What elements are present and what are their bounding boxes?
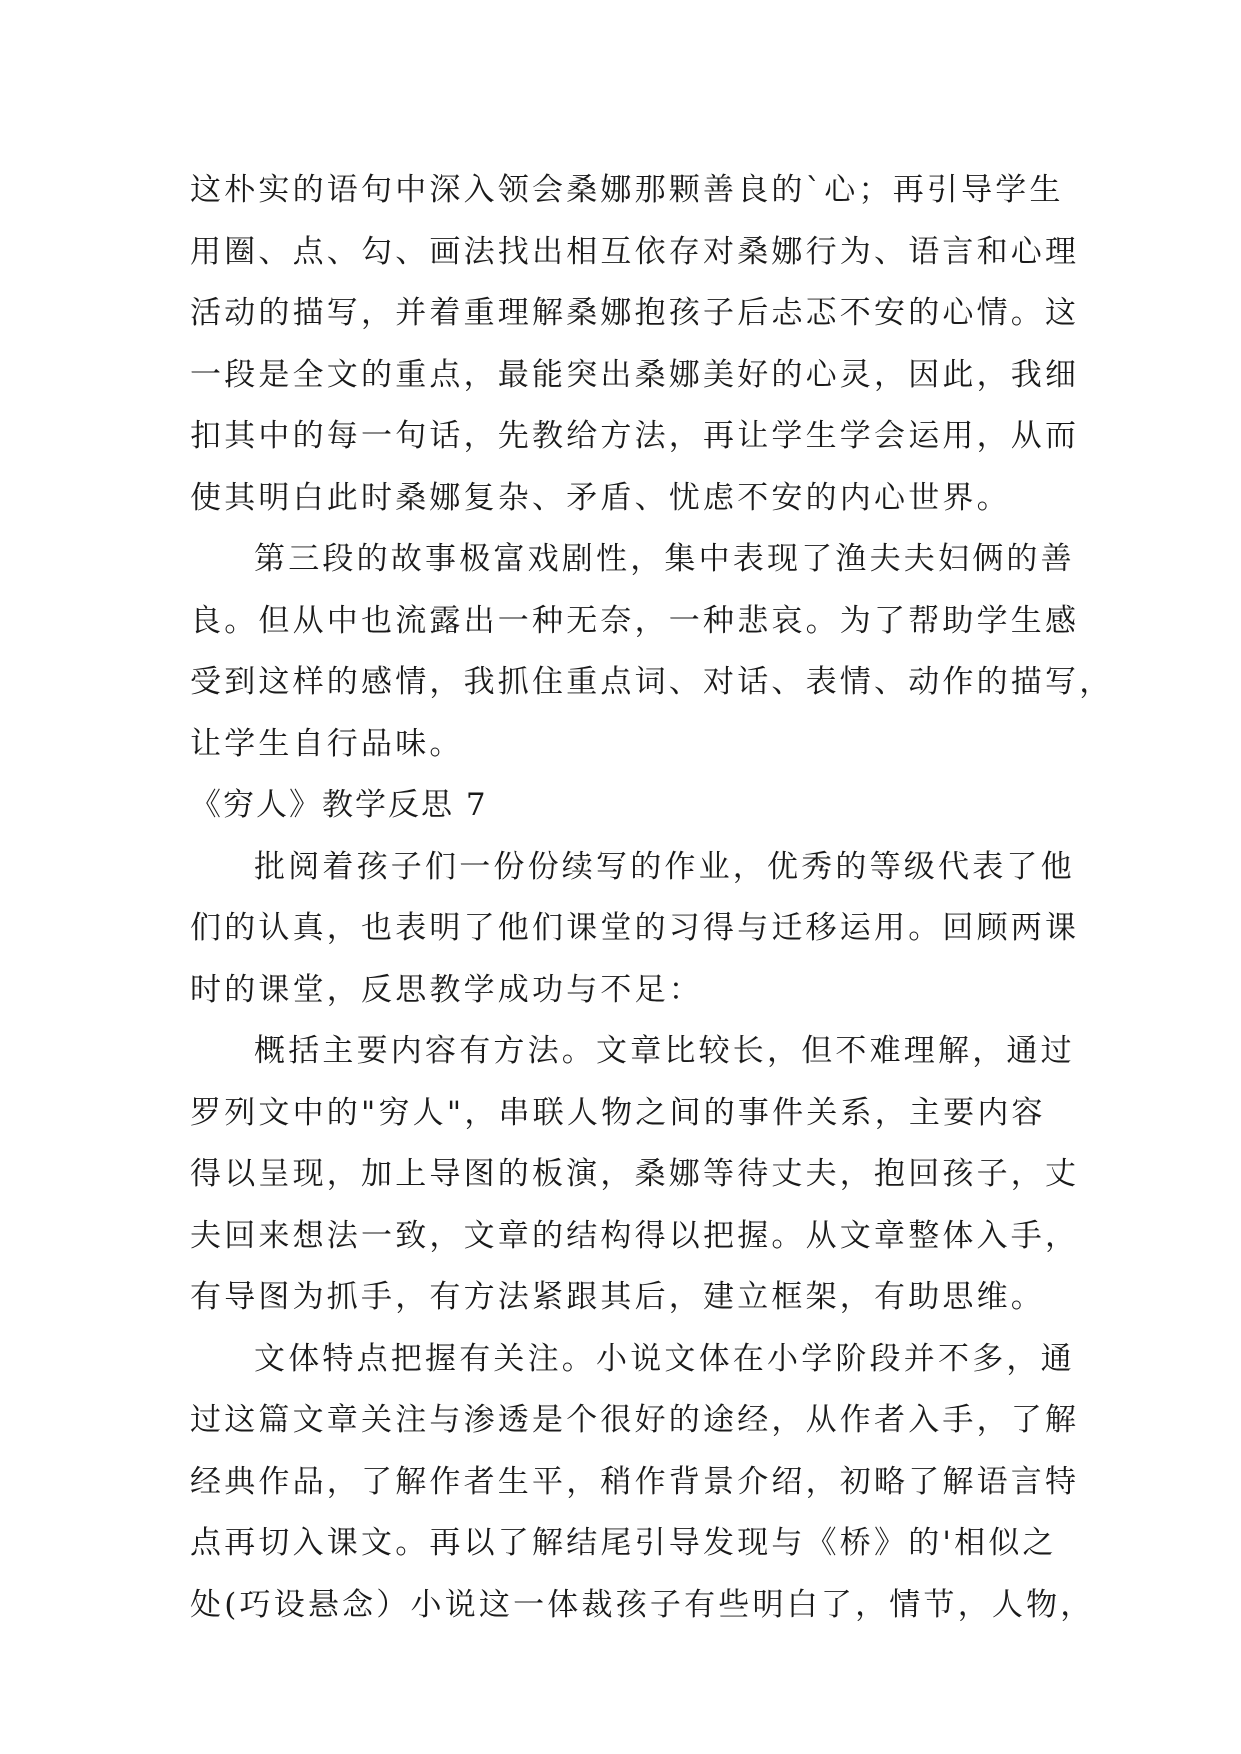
paragraph-first-line: 第三段的故事极富戏剧性，集中表现了渔夫夫妇俩的善 [254,541,1075,577]
text-line: 时的课堂，反思教学成功与不足： [190,971,703,1008]
text-line: 受到这样的感情，我抓住重点词、对话、表情、动作的描写， [190,664,1114,700]
text-line: 活动的描写，并着重理解桑娜抱孩子后忐忑不安的心情。这 [190,295,1080,331]
text-line: 使其明白此时桑娜复杂、矛盾、忧虑不安的内心世界。 [190,479,1011,516]
text-line: 们的认真，也表明了他们课堂的习得与迁移运用。回顾两课 [190,910,1080,946]
document-body [190,160,1114,1636]
text-line: 处(巧设悬念）小说这一体裁孩子有些明白了，情节，人物， [190,1586,1095,1623]
paragraph-first-line: 概括主要内容有方法。文章比较长，但不难理解，通过 [254,1033,1075,1069]
text-line: 夫回来想法一致，文章的结构得以把握。从文章整体入手， [190,1217,1080,1254]
text-line: 经典作品，了解作者生平，稍作背景介绍，初略了解语言特 [190,1463,1080,1500]
text-line: 良。但从中也流露出一种无奈，一种悲哀。为了帮助学生感 [190,602,1080,639]
text-line: 得以呈现，加上导图的板演，桑娜等待丈夫，抱回孩子，丈 [190,1156,1080,1192]
section-heading: 《穷人》教学反思 7 [190,787,488,823]
text-line: 点再切入课文。再以了解结尾引导发现与《桥》的'相似之 [190,1525,1057,1561]
text-line: 用圈、点、勾、画法找出相互依存对桑娜行为、语言和心理 [190,233,1080,270]
text-line: 扣其中的每一句话，先教给方法，再让学生学会运用，从而 [190,418,1080,454]
text-line: 这朴实的语句中深入领会桑娜那颗善良的`心；再引导学生 [190,172,1064,208]
paragraph-first-line: 文体特点把握有关注。小说文体在小学阶段并不多，通 [254,1340,1075,1377]
text-line: 过这篇文章关注与渗透是个很好的途经，从作者入手，了解 [190,1402,1080,1438]
text-line: 罗列文中的"穷人"，串联人物之间的事件关系，主要内容 [190,1094,1046,1131]
text-line: 有导图为抓手，有方法紧跟其后，建立框架，有助思维。 [190,1279,1045,1315]
paragraph-first-line: 批阅着孩子们一份份续写的作业，优秀的等级代表了他 [254,848,1075,885]
text-line: 一段是全文的重点，最能突出桑娜美好的心灵，因此，我细 [190,356,1080,393]
text-line: 让学生自行品味。 [190,725,464,762]
